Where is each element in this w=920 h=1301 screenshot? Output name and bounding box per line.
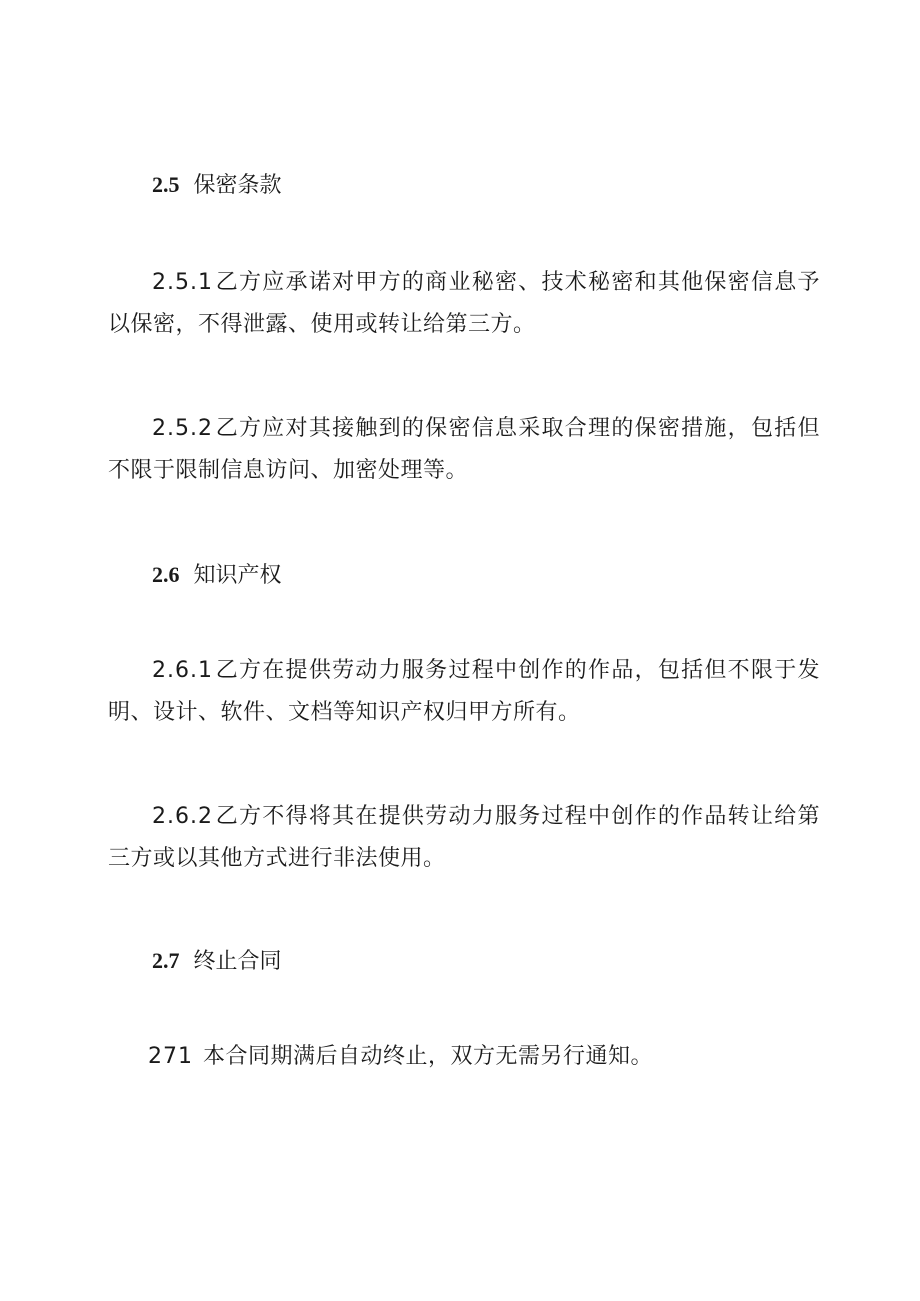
clause-text: 乙方在提供劳动力服务过程中创作的作品，包括但不限于发明、设计、软件、文档等知识产权归甲方所有。 bbox=[108, 658, 820, 725]
clause-2-5-2 bbox=[108, 408, 820, 492]
section-heading-2-6 bbox=[152, 560, 282, 591]
clause-number: 2.6.2 bbox=[152, 804, 213, 829]
clause-text: 乙方应对其接触到的保密信息采取合理的保密措施，包括但不限于限制信息访问、加密处理等。 bbox=[108, 416, 820, 483]
section-number: 2.6 bbox=[152, 562, 180, 587]
clause-2-7-1 bbox=[108, 1036, 820, 1078]
clause-number: 2.5.2 bbox=[152, 416, 213, 441]
clause-number: 2.5.1 bbox=[152, 270, 213, 295]
section-title: 终止合同 bbox=[193, 949, 282, 974]
section-number: 2.7 bbox=[152, 948, 180, 973]
clause-2-5-1 bbox=[108, 262, 820, 346]
section-title: 知识产权 bbox=[193, 563, 282, 588]
clause-text: 乙方不得将其在提供劳动力服务过程中创作的作品转让给第三方或以其他方式进行非法使用。 bbox=[108, 804, 820, 871]
clause-2-6-1 bbox=[108, 650, 820, 734]
clause-2-6-2 bbox=[108, 796, 820, 880]
section-heading-2-7 bbox=[152, 946, 282, 977]
clause-number: 2.6.1 bbox=[152, 658, 213, 683]
section-heading-2-5 bbox=[152, 170, 282, 201]
clause-text: 本合同期满后自动终止，双方无需另行通知。 bbox=[203, 1044, 654, 1069]
clause-text: 乙方应承诺对甲方的商业秘密、技术秘密和其他保密信息予以保密，不得泄露、使用或转让给第三方。 bbox=[108, 270, 820, 337]
section-number: 2.5 bbox=[152, 172, 180, 197]
section-title: 保密条款 bbox=[193, 173, 282, 198]
clause-number: 271 bbox=[148, 1044, 193, 1069]
